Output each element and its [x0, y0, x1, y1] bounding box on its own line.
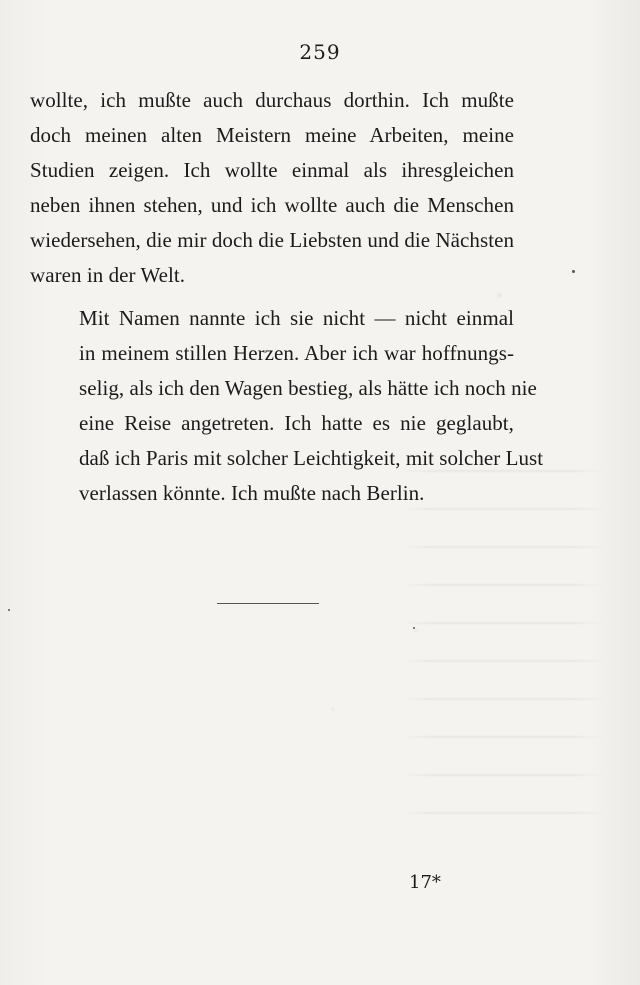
text-line: in meinem stillen Herzen. Aber ich war hoffnungs- — [79, 341, 514, 365]
page-number: 259 — [299, 40, 341, 64]
show-through-line — [400, 736, 605, 738]
paragraph-2 — [30, 301, 544, 511]
signature-mark: 17* — [409, 872, 441, 893]
show-through-line — [400, 584, 605, 586]
show-through-text — [400, 470, 605, 890]
text-line: selig, als ich den Wagen bestieg, als hätte ich noch nie — [79, 376, 537, 400]
show-through-line — [400, 698, 605, 700]
text-line: wiedersehen, die mir doch die Liebsten und die Nächsten — [30, 228, 514, 252]
text-line: eine Reise angetreten. Ich hatte es nie geglaubt, — [79, 411, 514, 435]
ink-speck — [572, 270, 575, 273]
ink-speck — [8, 609, 10, 611]
show-through-line — [400, 774, 605, 776]
text-line: Mit Namen nannte ich sie nicht — nicht einmal — [79, 306, 514, 330]
text-line: waren in der Welt. — [30, 263, 186, 287]
text-line: wollte, ich mußte auch durchaus dorthin. Ich mußte — [30, 88, 514, 112]
text-line: verlassen könnte. Ich mußte nach Berlin. — [79, 481, 425, 505]
text-line: doch meinen alten Meistern meine Arbeiten, meine — [30, 123, 514, 147]
text-line: Studien zeigen. Ich wollte einmal als ihresgleichen — [30, 158, 514, 182]
paragraph-1 — [30, 83, 514, 293]
show-through-line — [400, 622, 605, 624]
show-through-line — [400, 546, 605, 548]
show-through-line — [400, 812, 605, 814]
show-through-line — [400, 660, 605, 662]
page-body — [30, 83, 544, 511]
text-line: daß ich Paris mit solcher Leichtigkeit, mit solcher Lust — [79, 446, 544, 470]
ink-speck — [413, 627, 415, 629]
text-line: neben ihnen stehen, und ich wollte auch die Menschen — [30, 193, 514, 217]
section-divider — [217, 603, 319, 604]
